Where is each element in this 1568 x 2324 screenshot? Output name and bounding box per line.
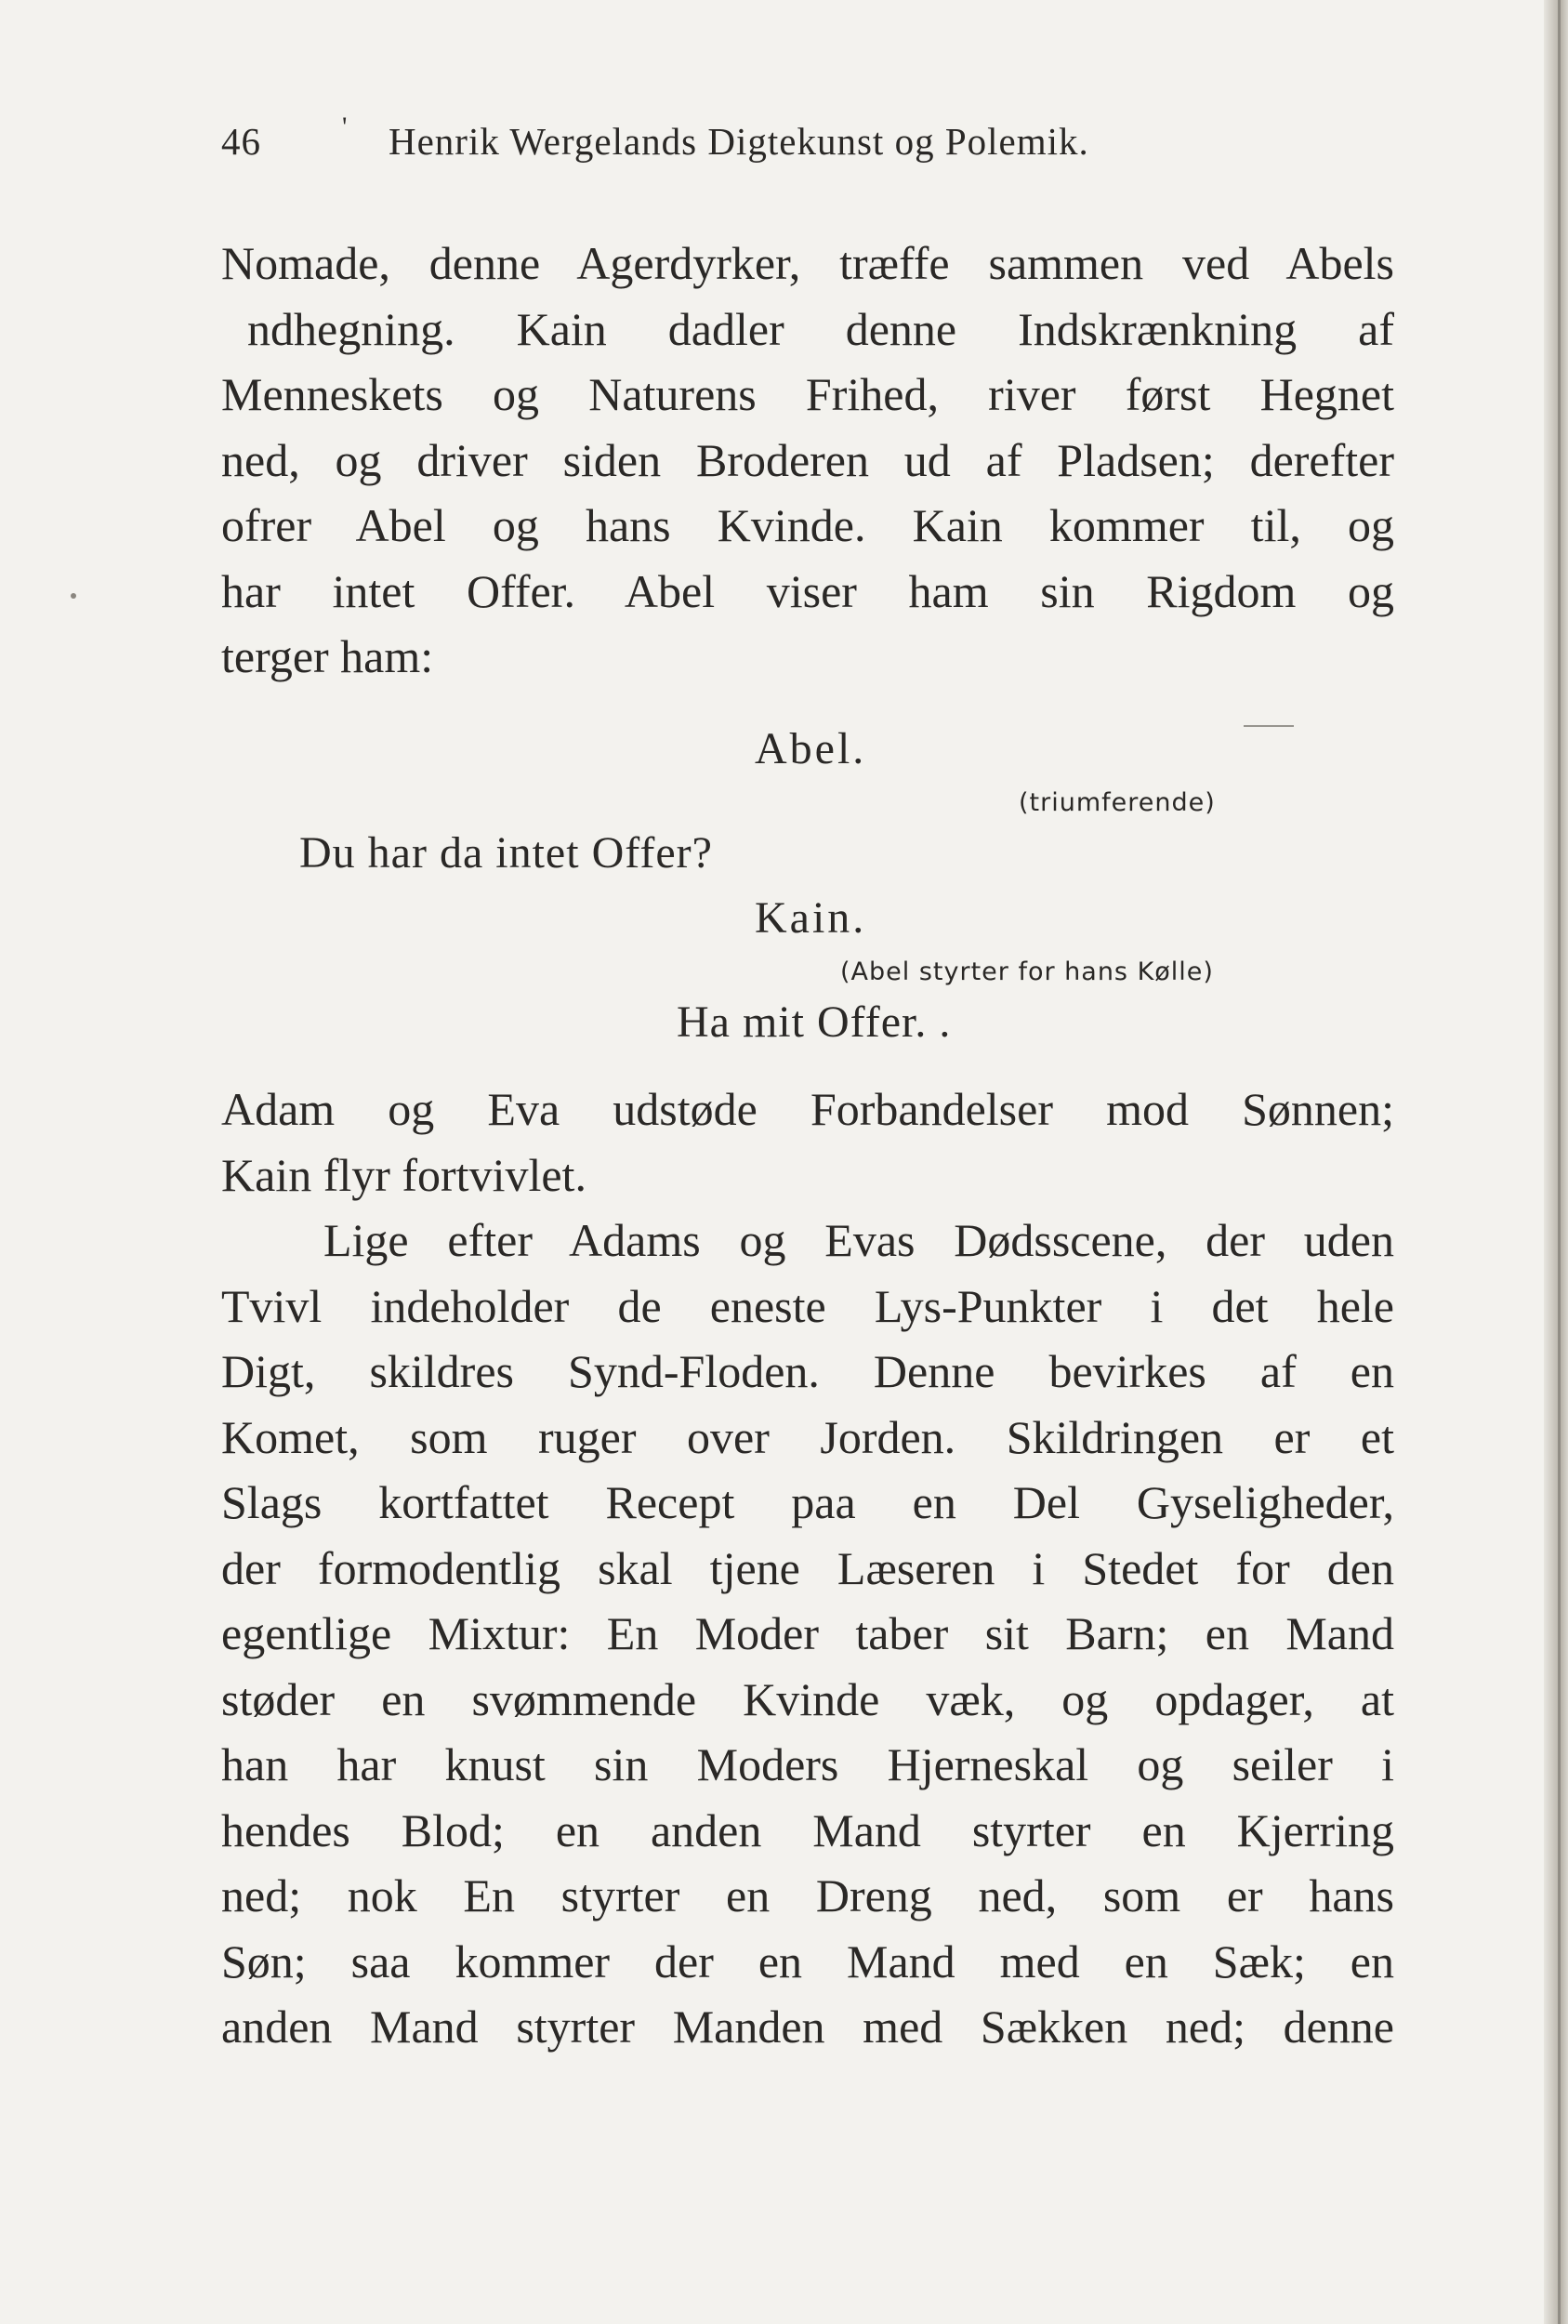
text-line: egentlige Mixtur: En Moder taber sit Barn; en Mand <box>221 1607 1394 1659</box>
text-line: der formodentlig skal tjene Læseren i Stedet for den <box>221 1541 1394 1594</box>
running-title: Henrik Wergelands Digtekunst og Polemik. <box>389 120 1089 163</box>
header-mark: ' <box>342 112 349 142</box>
paragraph-3 <box>221 1208 1394 2072</box>
text-line: Søn; saa kommer der en Mand med en Sæk; en <box>221 1934 1394 1987</box>
running-header <box>221 112 1364 175</box>
text-line: Komet, som ruger over Jorden. Skildringen er et <box>221 1410 1394 1463</box>
text-line: anden Mand styrter Manden med Sækken ned; denne <box>221 2000 1394 2053</box>
stage-direction-2: (Abel styrter for hans Kølle) <box>840 957 1214 986</box>
text-line: ofrer Abel og hans Kvinde. Kain kommer til, og <box>221 499 1394 551</box>
text-line: Digt, skildres Synd-Floden. Denne bevirkes af en <box>221 1345 1394 1397</box>
ink-speck <box>71 593 76 599</box>
text-line-last: terger ham: <box>221 630 434 682</box>
paragraph-1 <box>221 231 1394 695</box>
speaker-kain: Kain. <box>755 893 867 943</box>
verse-line-1: Du har da intet Offer? <box>299 828 713 878</box>
page-number: 46 <box>221 120 261 163</box>
text-line-indented: Lige efter Adams og Evas Dødsscene, der uden <box>323 1214 1394 1266</box>
text-line: Menneskets og Naturens Frihed, river først Hegnet <box>221 368 1394 420</box>
page-edge-shadow <box>1558 0 1561 2324</box>
text-line: ndhegning. Kain dadler denne Indskrænkning af <box>247 302 1394 355</box>
verse-line-2: Ha mit Offer. . <box>677 997 952 1047</box>
text-line: ned, og driver siden Broderen ud af Pladsen; derefter <box>221 433 1394 486</box>
text-line: Slags kortfattet Recept paa en Del Gyseligheder, <box>221 1476 1394 1528</box>
paragraph-2 <box>221 1076 1394 1216</box>
text-line: støder en svømmende Kvinde væk, og opdager, at <box>221 1672 1394 1725</box>
text-line: ned; nok En styrter en Dreng ned, som er hans <box>221 1869 1394 1921</box>
text-line: har intet Offer. Abel viser ham sin Rigdom og <box>221 564 1394 617</box>
text-line: Nomade, denne Agerdyrker, træffe sammen ved Abels <box>221 237 1394 289</box>
stage-direction-1: (triumferende) <box>1019 788 1216 817</box>
text-line: hendes Blod; en anden Mand styrter en Kjerring <box>221 1803 1394 1856</box>
text-line: Tvivl indeholder de eneste Lys-Punkter i det hele <box>221 1279 1394 1332</box>
text-line-last: Kain flyr fortvivlet. <box>221 1148 586 1201</box>
text-line: han har knust sin Moders Hjerneskal og seiler i <box>221 1738 1394 1790</box>
stray-dash <box>1244 725 1294 727</box>
speaker-abel: Abel. <box>755 724 867 773</box>
page-edge <box>1544 0 1568 2324</box>
text-line: Adam og Eva udstøde Forbandelser mod Sønnen; <box>221 1083 1394 1135</box>
